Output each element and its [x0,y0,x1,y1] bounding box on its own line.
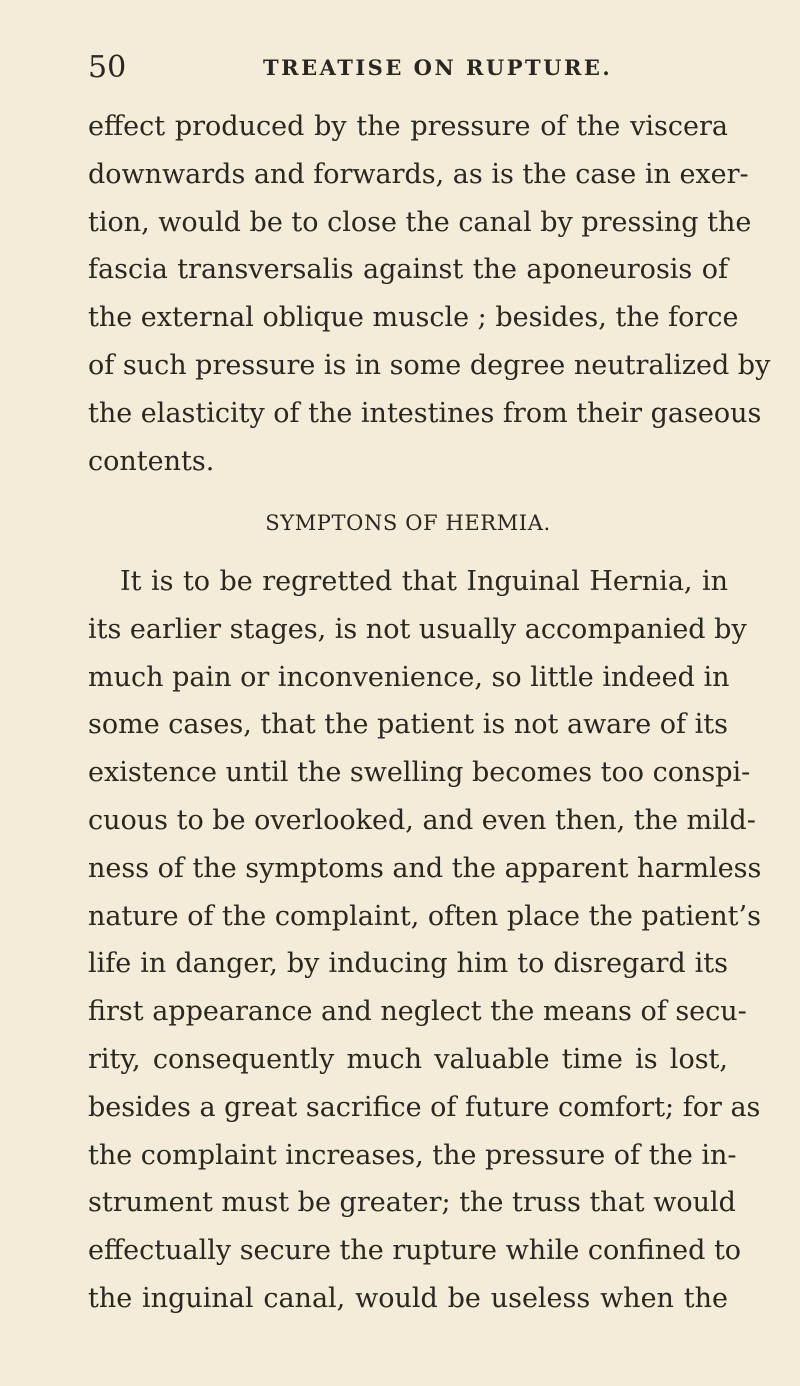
text-line: the complaint increases, the pressure of the in- [88,1139,737,1171]
text-line: the inguinal canal, would be useless when the [88,1282,728,1314]
text-line: the external oblique muscle ; besides, the force [88,302,739,334]
text-line: It is to be regretted that Inguinal Hernia, in [120,566,728,597]
text-line: the elasticity of the intestines from their gaseous [88,397,762,429]
text-line: some cases, that the patient is not aware of its [88,709,728,741]
text-line: nature of the complaint, often place the patient’s [88,900,761,932]
paragraph-1 [88,103,771,485]
section-heading: SYMPTONS OF HERMIA. [265,511,551,535]
text-line: existence until the swelling becomes too conspi- [88,757,751,789]
text-line: downwards and forwards, as is the case in exer- [88,158,749,190]
text-line: strument must be greater; the truss that would [88,1187,736,1219]
text-line: contents. [88,445,215,477]
paragraph-2 [88,558,762,1323]
text-line: ness of the symptoms and the apparent harmless [88,852,762,884]
text-line: tion, would be to close the canal by pressing the [88,206,752,238]
text-line: fascia transversalis against the aponeurosis of [88,254,728,286]
running-title: TREATISE ON RUPTURE. [263,55,613,80]
text-line: its earlier stages, is not usually accompanied by [88,613,747,645]
running-head [88,48,728,88]
text-line: rity, consequently much valuable time is lost, [88,1043,728,1075]
text-line: effectually secure the rupture while confined to [88,1235,742,1267]
page-number: 50 [88,50,127,85]
text-line: life in danger, by inducing him to disregard its [88,948,728,980]
text-line: besides a great sacrifice of future comfort; for as [88,1091,761,1123]
text-line: cuous to be overlooked, and even then, the mild- [88,804,756,836]
text-line: effect produced by the pressure of the viscera [88,111,728,142]
text-line: of such pressure is in some degree neutralized by [88,349,771,381]
text-line: much pain or inconvenience, so little indeed in [88,661,730,693]
text-line: first appearance and neglect the means of secu- [88,996,747,1028]
